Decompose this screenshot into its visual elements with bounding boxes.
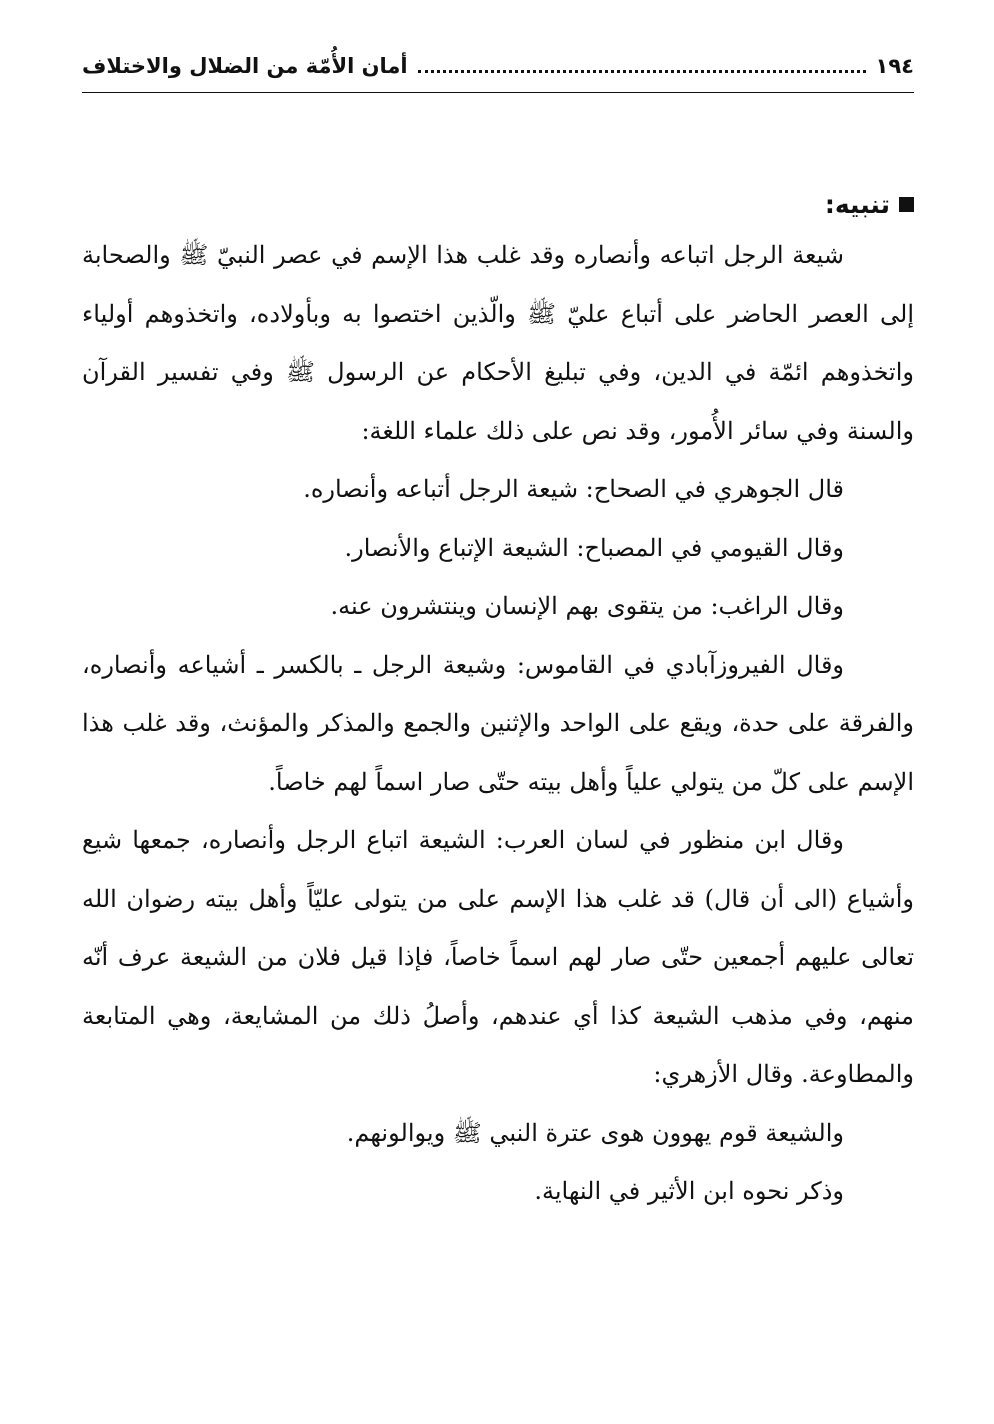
page-number: ١٩٤	[875, 54, 914, 78]
quote-fayyumi: وقال القيومي في المصباح: الشيعة الإتباع والأنصار.	[344, 533, 844, 562]
quote-raghib: وقال الراغب: من يتقوى بهم الإنسان وينتشرون عنه.	[330, 592, 844, 620]
ibn-manzur-paragraph-text: وقال ابن منظور في لسان العرب: الشيعة اتباع الرجل وأنصاره، جمعها شيع وأشياع (الى أن قال) قد غلب هذا الإسم على من يتولى عليّاً وأهل بيته رضوان الله تعالى عليهم أجمعين حتّى صار لهم اسماً خاصاً، فإذا قيل فلان من الشيعة عرف أنّه منهم، وفي مذهب الشيعة كذا أي عندهم، وأصلُ ذلك من المشايعة، وهي المتابعة والمطاوعة. وقال الأزهري:	[82, 826, 914, 1088]
ibn-manzur-paragraph	[82, 811, 914, 1104]
header-rule	[82, 92, 914, 93]
square-bullet-icon	[899, 197, 914, 212]
running-header	[82, 44, 914, 88]
intro-paragraph-text: شيعة الرجل اتباعه وأنصاره وقد غلب هذا الإسم في عصر النبيّ ﷺ والصحابة إلى العصر الحاضر على أتباع عليّ ﷺ والّذين اختصوا به وبأولاده، واتخذوهم أولياء واتخذوهم ائمّة في الدين، وفي تبليغ الأحكام عن الرسول ﷺ وفي تفسير القرآن والسنة وفي سائر الأُمور، وقد نص على ذلك علماء اللغة:	[82, 241, 914, 445]
firuzabadi-paragraph-text: وقال الفيروزآبادي في القاموس: وشيعة الرجل ـ بالكسر ـ أشياعه وأنصاره، والفرقة على حدة، ويقع على الواحد والإثنين والجمع والمذكر والمؤنث، وقد غلب هذا الإسم على كلّ من يتولي علياً وأهل بيته حتّى صار اسماً لهم خاصاً.	[82, 650, 914, 796]
book-page	[82, 44, 914, 1384]
quote-ibn-athir: وذكر نحوه ابن الأثير في النهاية.	[534, 1177, 844, 1205]
firuzabadi-paragraph	[82, 636, 914, 812]
section-heading-text: تنبيه:	[824, 189, 890, 219]
dot-leader	[418, 69, 866, 73]
section-heading	[82, 182, 914, 226]
quote-azhari: والشيعة قوم يهوون هوى عترة النبي ﷺ ويوالونهم.	[346, 1118, 844, 1147]
quote-jawhari: قال الجوهري في الصحاح: شيعة الرجل أتباعه وأنصاره.	[303, 475, 844, 503]
running-title: أمان الأُمّة من الضلال والاختلاف	[82, 54, 408, 78]
intro-paragraph	[82, 226, 914, 460]
